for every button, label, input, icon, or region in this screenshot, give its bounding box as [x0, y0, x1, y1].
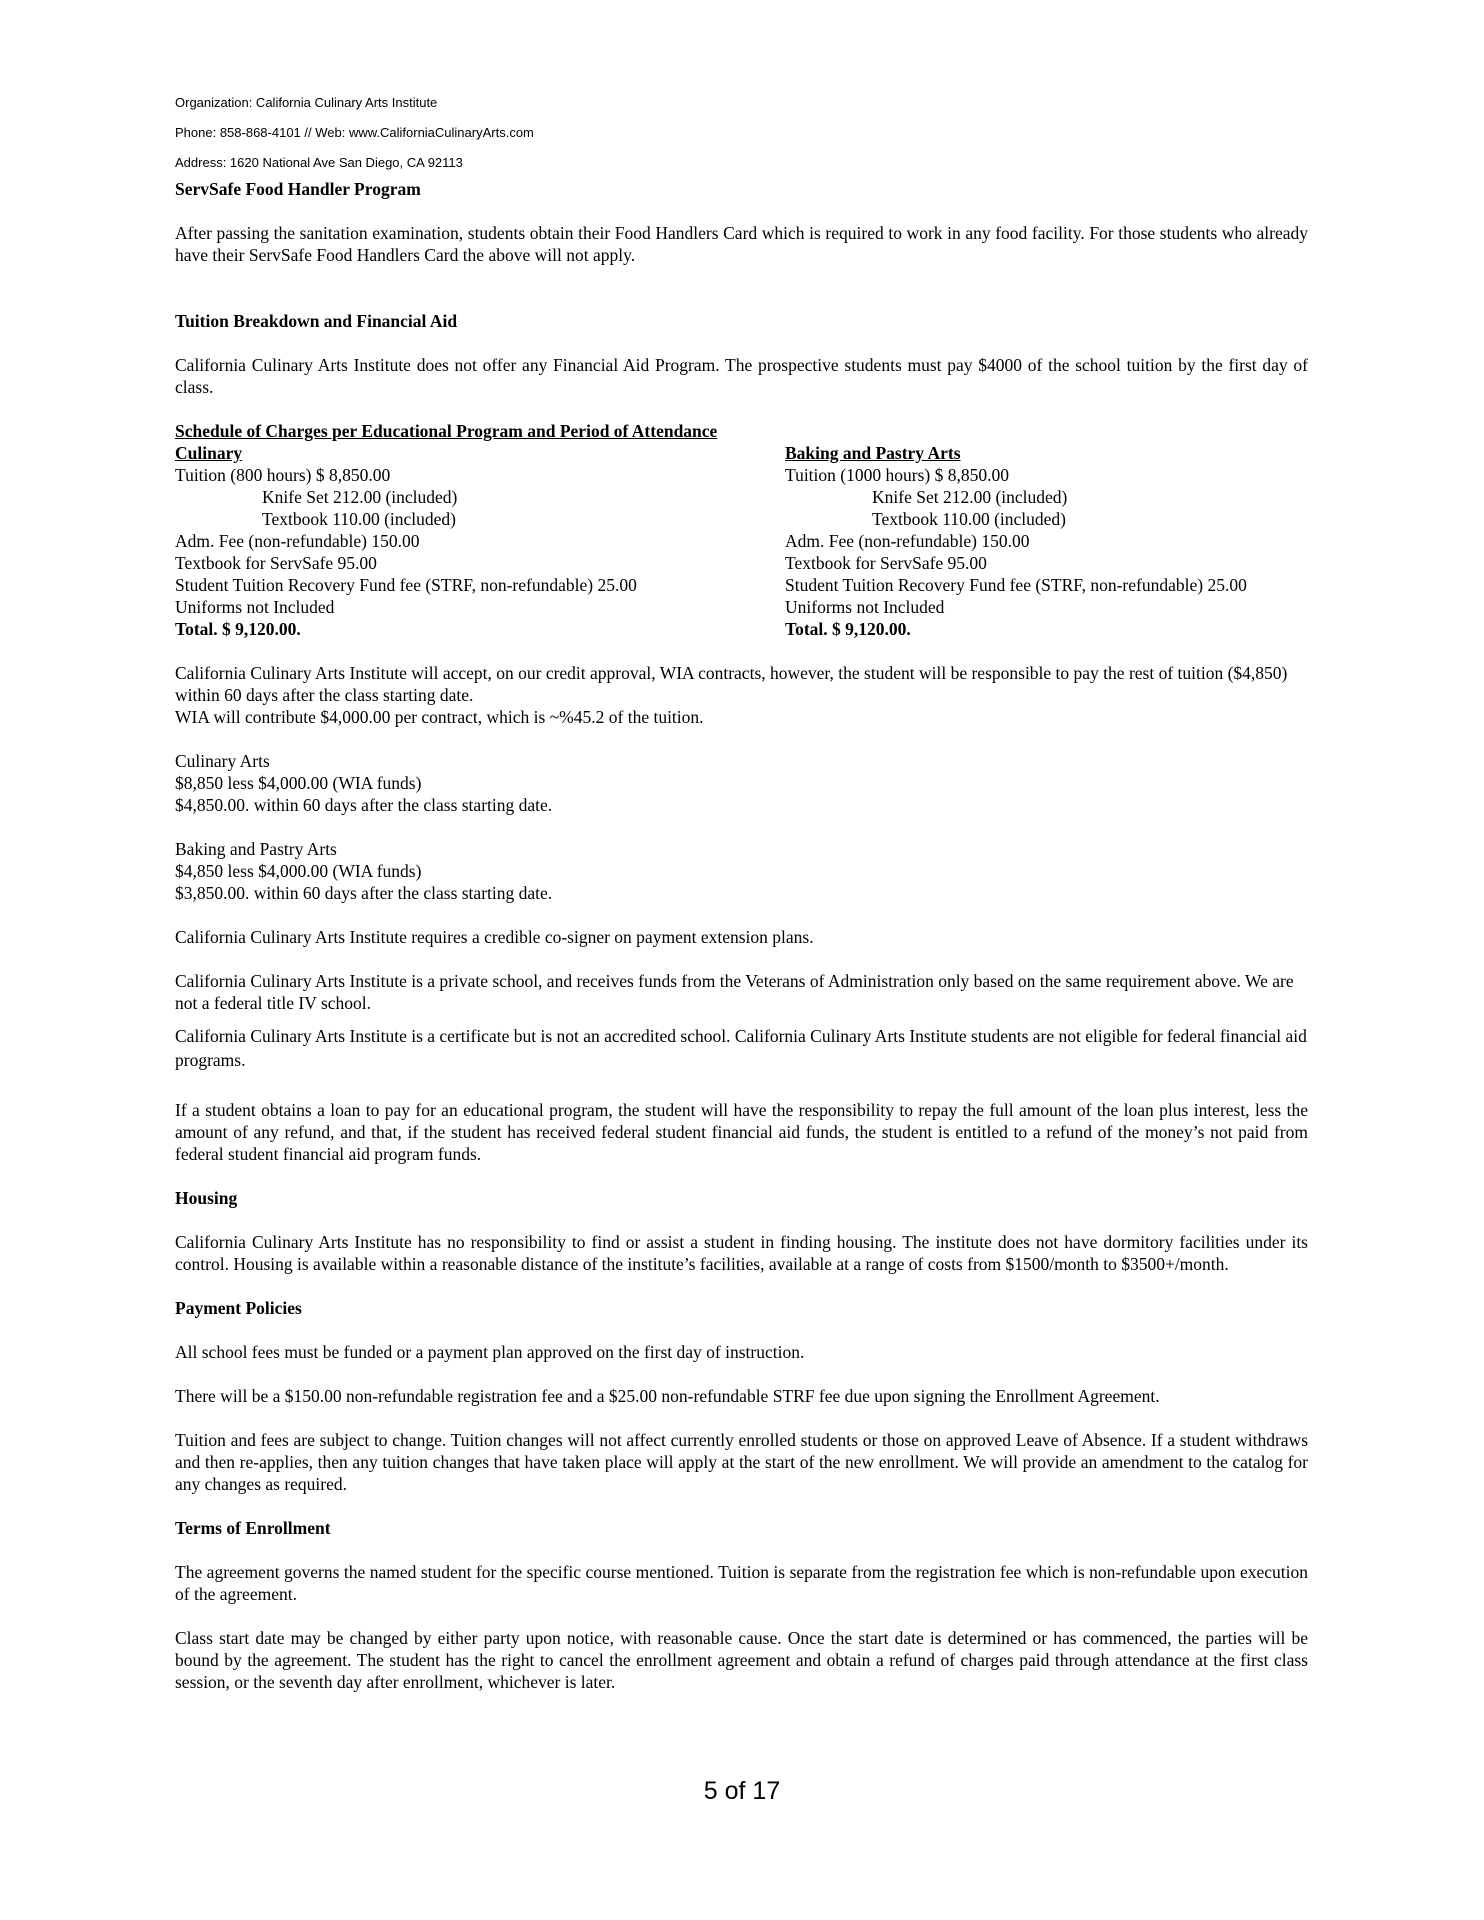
baking-uniforms: Uniforms not Included — [785, 597, 945, 617]
housing-text: California Culinary Arts Institute has no responsibility to find or assist a student in finding housing. The institute does not have dormitory facilities under its control. Housing is available within a reasonable distance of the institute’s facilities, available at a range of costs from $1500/month to $3500+/month. — [175, 1232, 1308, 1274]
culinary-adm-fee: Adm. Fee (non-refundable) 150.00 — [175, 531, 420, 551]
baking-heading: Baking and Pastry Arts — [785, 443, 961, 463]
culinary-servsafe-textbook: Textbook for ServSafe 95.00 — [175, 553, 377, 573]
servsafe-title: ServSafe Food Handler Program — [175, 179, 421, 199]
private-school-text: California Culinary Arts Institute is a private school, and receives funds from the Veterans of Administration only based on the same requirement above. We are not a federal title IV school. — [175, 971, 1294, 1013]
culinary-tuition: Tuition (800 hours) $ 8,850.00 — [175, 465, 391, 485]
baking-tuition: Tuition (1000 hours) $ 8,850.00 — [785, 465, 1009, 485]
culinary-charges — [175, 442, 785, 640]
baking-plan-line2: $3,850.00. within 60 days after the class starting date. — [175, 883, 553, 903]
culinary-plan-line2: $4,850.00. within 60 days after the class starting date. — [175, 795, 553, 815]
baking-total: Total. $ 9,120.00. — [785, 619, 911, 639]
culinary-strf: Student Tuition Recovery Fund fee (STRF, non-refundable) 25.00 — [175, 575, 637, 595]
page-number: 5 of 17 — [703, 1777, 781, 1805]
document-body — [175, 178, 1308, 1693]
enrollment-text-1: The agreement governs the named student for the specific course mentioned. Tuition is separate from the registration fee which is non-refundable upon execution of the agreement. — [175, 1562, 1308, 1604]
header-organization: Organization: California Culinary Arts Institute — [175, 95, 438, 110]
baking-strf: Student Tuition Recovery Fund fee (STRF, non-refundable) 25.00 — [785, 575, 1247, 595]
culinary-plan-title: Culinary Arts — [175, 751, 270, 771]
wia-text: California Culinary Arts Institute will accept, on our credit approval, WIA contracts, however, the student will be responsible to pay the rest of tuition ($4,850) within 60 days after the class starting date. — [175, 663, 1288, 705]
header-address: Address: 1620 National Ave San Diego, CA 92113 — [175, 155, 463, 170]
payment-text-2: There will be a $150.00 non-refundable registration fee and a $25.00 non-refundable STRF fee due upon signing the Enrollment Agreement. — [175, 1386, 1160, 1406]
baking-charges — [785, 442, 1308, 640]
payment-text-1: All school fees must be funded or a payment plan approved on the first day of instruction. — [175, 1342, 805, 1362]
payment-text-3: Tuition and fees are subject to change. Tuition changes will not affect currently enrolled students or those on approved Leave of Absence. If a student withdraws and then re-applies, then any tuition changes that have taken place will apply at the start of the new enrollment. We will provide an amendment to the catalog for any changes as required. — [175, 1430, 1308, 1494]
culinary-knife-set: Knife Set 212.00 (included) — [262, 487, 458, 507]
payment-title: Payment Policies — [175, 1298, 302, 1318]
wia-contribution: WIA will contribute $4,000.00 per contract, which is ~%45.2 of the tuition. — [175, 707, 704, 727]
certificate-text: California Culinary Arts Institute is a certificate but is not an accredited school. California Culinary Arts Institute students are not eligible for federal financial aid programs. — [175, 1026, 1307, 1070]
charges-table — [175, 442, 1308, 640]
cosigner-text: California Culinary Arts Institute requires a credible co-signer on payment extension plans. — [175, 927, 814, 947]
enrollment-text-2: Class start date may be changed by either party upon notice, with reasonable cause. Once the start date is determined or has commenced, the parties will be bound by the agreement. The student has the right to cancel the enrollment agreement and obtain a refund of charges paid through attendance at the first class session, or the seventh day after enrollment, whichever is later. — [175, 1628, 1308, 1692]
baking-plan-title: Baking and Pastry Arts — [175, 839, 337, 859]
schedule-title: Schedule of Charges per Educational Program and Period of Attendance — [175, 421, 718, 441]
header-phone-web: Phone: 858-868-4101 // Web: www.CaliforniaCulinaryArts.com — [175, 125, 534, 140]
tuition-title: Tuition Breakdown and Financial Aid — [175, 311, 458, 331]
baking-servsafe-textbook: Textbook for ServSafe 95.00 — [785, 553, 987, 573]
baking-textbook: Textbook 110.00 (included) — [872, 509, 1066, 529]
culinary-plan-line1: $8,850 less $4,000.00 (WIA funds) — [175, 773, 422, 793]
baking-plan-line1: $4,850 less $4,000.00 (WIA funds) — [175, 861, 422, 881]
culinary-uniforms: Uniforms not Included — [175, 597, 335, 617]
baking-knife-set: Knife Set 212.00 (included) — [872, 487, 1068, 507]
baking-adm-fee: Adm. Fee (non-refundable) 150.00 — [785, 531, 1030, 551]
culinary-heading: Culinary — [175, 443, 243, 463]
enrollment-title: Terms of Enrollment — [175, 1518, 331, 1538]
culinary-textbook: Textbook 110.00 (included) — [262, 509, 456, 529]
tuition-text: California Culinary Arts Institute does not offer any Financial Aid Program. The prospective students must pay $4000 of the school tuition by the first day of class. — [175, 355, 1308, 397]
servsafe-text: After passing the sanitation examination, students obtain their Food Handlers Card which is required to work in any food facility. For those students who already have their ServSafe Food Handlers Card the above will not apply. — [175, 223, 1308, 265]
housing-title: Housing — [175, 1188, 238, 1208]
culinary-total: Total. $ 9,120.00. — [175, 619, 301, 639]
loan-text: If a student obtains a loan to pay for an educational program, the student will have the responsibility to repay the full amount of the loan plus interest, less the amount of any refund, and that, if the student has received federal student financial aid funds, the student is entitled to a refund of the money’s not paid from federal student financial aid program funds. — [175, 1100, 1308, 1164]
